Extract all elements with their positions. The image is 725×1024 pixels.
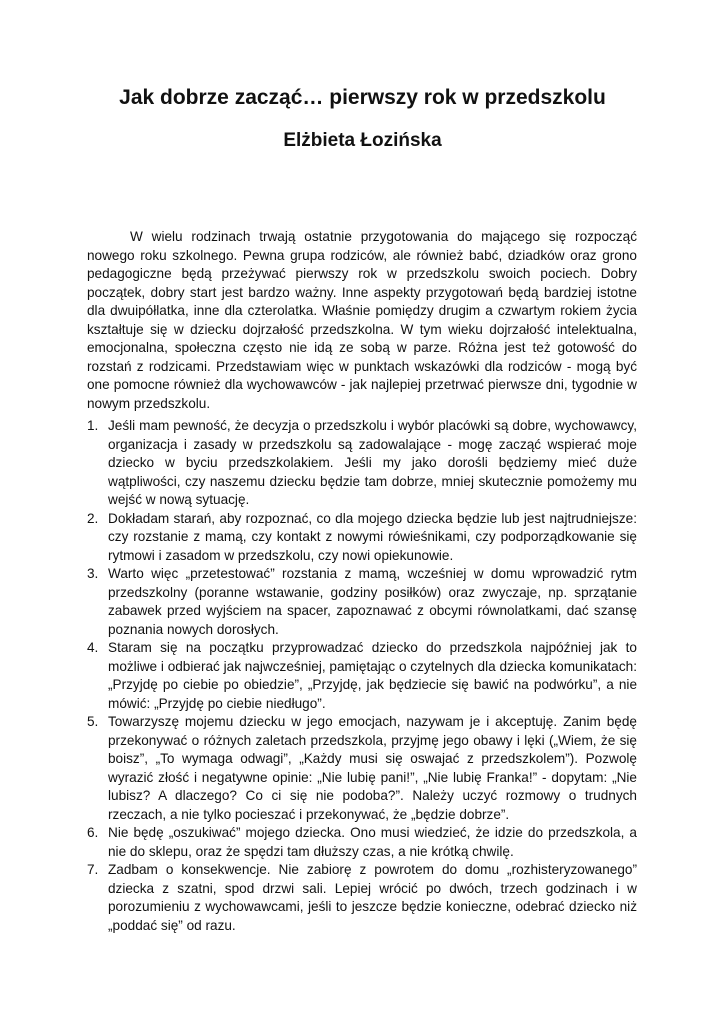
list-item [87, 417, 637, 510]
intro-paragraph: W wielu rodzinach trwają ostatnie przygotowania do mającego się rozpocząć nowego roku szkolnego. Pewna grupa rodziców, ale również babć, dziadków oraz grono pedagogiczne będą przeżywać pierwszy rok w przedszkolu swoich pociech. Dobry początek, dobry start jest bardzo ważny. Inne aspekty przygotowań będą bardziej istotne dla dwuipółlatka, inne dla czterolatka. Właśnie pomiędzy drugim a czwartym rokiem życia kształtuje się w dziecku dojrzałość przedszkolna. W tym wieku dojrzałość intelektualna, emocjonalna, społeczna często nie idą ze sobą w parze. Różna jest też gotowość do rozstań z rodzicami. Przedstawiam więc w punktach wskazówki dla rodziców - mogą być one pomocne również dla wychowawców - jak najlepiej przetrwać pierwsze dni, tygodnie w nowym przedszkolu. [87, 229, 637, 411]
list-item-number: 6. [87, 825, 99, 840]
list-item [87, 565, 637, 639]
list-item [87, 713, 637, 824]
list-item-text: Zadbam o konsekwencje. Nie zabiorę z powrotem do domu „rozhisteryzowanego” dziecka z szatni, spod drzwi sali. Lepiej wrócić po dwóch, trzech godzinach i w porozumieniu z wychowawcami, jeśli to jeszcze będzie konieczne, odebrać dziecko niż „poddać się” od razu. [108, 862, 637, 933]
list-item-text: Towarzyszę mojemu dziecku w jego emocjach, nazywam je i akceptuję. Zanim będę przekonywać o różnych zaletach przedszkola, przyjmę jego obawy i lęki („Wiem, że się boisz”, „To wymaga odwagi”, „Każdy musi się oswajać z przedszkolem”). Pozwolę wyrazić złość i negatywne opinie: „Nie lubię pani!”, „Nie lubię Franka!” - dopytam: „Nie lubisz? A dlaczego? Co ci się nie podoba?”. Należy uczyć rozmowy o trudnych rzeczach, a nie tylko pocieszać i przekonywać, że „będzie dobrze”. [108, 714, 637, 822]
document-title: Jak dobrze zacząć… pierwszy rok w przedszkolu [119, 86, 606, 109]
list-item-text: Nie będę „oszukiwać” mojego dziecka. Ono musi wiedzieć, że idzie do przedszkola, a nie do sklepu, oraz że spędzi tam dłuższy czas, a nie krótką chwilę. [108, 825, 637, 859]
list-item-number: 4. [87, 640, 99, 655]
list-item-number: 2. [87, 510, 99, 526]
list-item [87, 861, 637, 935]
list-item-text: Staram się na początku przyprowadzać dziecko do przedszkola najpóźniej jak to możliwe i odbierać jak najwcześniej, pamiętając o czytelnych dla dziecka komunikatach: „Przyjdę po ciebie po obiedzie”, „Przyjdę, jak będziecie się bawić na podwórku”, a nie mówić: „Przyjdę po ciebie niedługo”. [108, 640, 637, 711]
list-item-text: Jeśli mam pewność, że decyzja o przedszkolu i wybór placówki są dobre, wychowawcy, organizacja i zasady w przedszkolu są zadowalające - mogę zacząć wspierać moje dziecko w byciu przedszkolakiem. Jeśli my jako dorośli będziemy mieć duże wątpliwości, czy naszemu dziecku będzie tam dobrze, mniej skutecznie pomożemy mu wejść w nową sytuację. [108, 418, 637, 507]
list-item-text: Dokładam starań, aby rozpoznać, co dla mojego dziecka będzie lub jest najtrudniejsze: czy rozstanie z mamą, czy kontakt z nowymi rówieśnikami, czy podporządkowanie się rytmowi i zasadom w przedszkolu, czy nowi opiekunowie. [108, 510, 637, 563]
document-author: Elżbieta Łozińska [283, 130, 442, 151]
list-item [87, 824, 637, 861]
list-item-number: 5. [87, 714, 99, 729]
list-item-number: 3. [87, 566, 99, 581]
tips-list [87, 417, 637, 935]
list-item-text: Warto więc „przetestować” rozstania z mamą, wcześniej w domu wprowadzić rytm przedszkolny (poranne wstawanie, godziny posiłków) oraz zwyczaje, np. sprzątanie zabawek przed wyjściem na spacer, zapoznawać z obcymi równolatkami, dać szansę poznania nowych dorosłych. [108, 566, 637, 637]
list-item [87, 639, 637, 713]
list-item-number: 1. [87, 418, 99, 433]
list-item-number: 7. [87, 862, 99, 877]
list-item [87, 510, 637, 566]
